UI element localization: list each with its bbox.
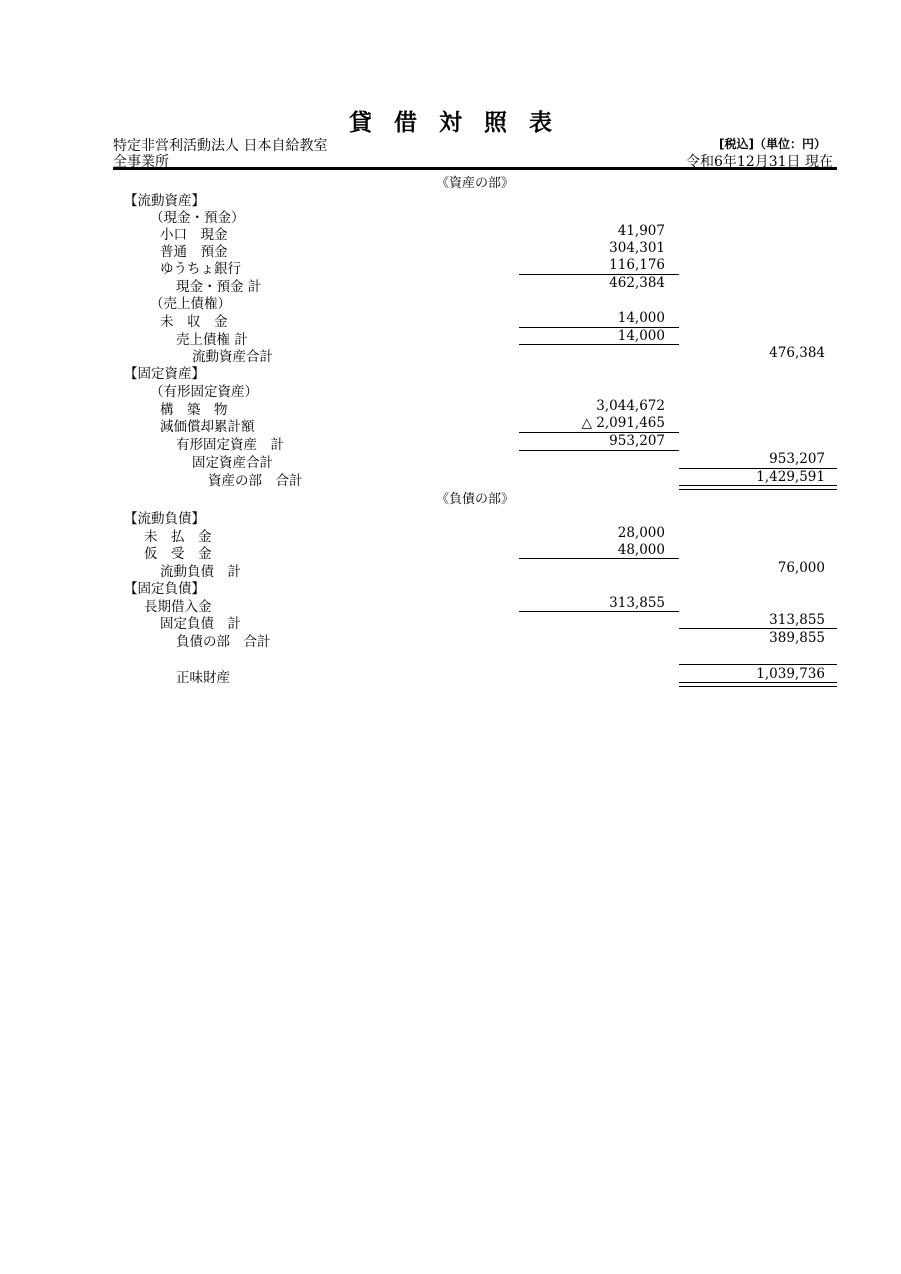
cash-total-value: 462,384 xyxy=(609,275,665,291)
net-assets-double-rule xyxy=(679,682,837,687)
accrued-label: 未 収 金 xyxy=(160,314,228,330)
cash-total-row xyxy=(0,275,901,295)
accrued-value: 14,000 xyxy=(617,310,665,326)
net-assets-row xyxy=(0,666,901,686)
tax-unit-note: [税込]（単位：円） xyxy=(719,137,826,151)
assets-total-row xyxy=(0,469,901,489)
receivables-heading-row xyxy=(0,292,901,312)
fixed-liabilities-heading-row xyxy=(0,577,901,597)
depreciation-row xyxy=(0,415,901,435)
current-assets-heading: 【流動資産】 xyxy=(124,193,205,209)
current-assets-heading-row xyxy=(0,189,901,209)
cash-total-label: 現金・預金 計 xyxy=(176,279,262,295)
fixed-assets-total-value: 953,207 xyxy=(769,451,825,467)
current-liabilities-total-label: 流動負債 計 xyxy=(160,564,241,580)
depreciation-label: 減価償却累計額 xyxy=(160,419,255,435)
scope-label: 全事業所 xyxy=(113,154,169,170)
tangible-heading: （有形固定資産） xyxy=(150,384,258,400)
liabilities-total-row xyxy=(0,630,901,650)
assets-total-label: 資産の部 合計 xyxy=(208,473,303,489)
receivables-total-label: 売上債権 計 xyxy=(176,332,248,348)
current-liabilities-rule xyxy=(519,558,679,559)
ordinary-deposit-value: 304,301 xyxy=(609,240,665,256)
fixed-liabilities-total-label: 固定負債 計 xyxy=(160,616,241,632)
current-assets-total-label: 流動資産合計 xyxy=(192,349,273,365)
ordinary-deposit-row xyxy=(0,240,901,260)
long-term-loan-label: 長期借入金 xyxy=(144,599,212,615)
assets-section-heading: 《資産の部》 xyxy=(435,176,514,191)
liabilities-section-heading: 《負債の部》 xyxy=(435,492,514,507)
petty-cash-row xyxy=(0,223,901,243)
fixed-liabilities-total-value: 313,855 xyxy=(769,612,825,628)
liabilities-total-label: 負債の部 合計 xyxy=(176,634,271,650)
long-term-loan-row xyxy=(0,595,901,615)
cash-heading: （現金・預金） xyxy=(150,210,245,226)
fixed-assets-heading: 【固定資産】 xyxy=(124,366,205,382)
structures-label: 構 築 物 xyxy=(160,402,228,418)
fixed-assets-total-row xyxy=(0,451,901,471)
as-of-date: 令和6年12月31日 現在 xyxy=(686,154,833,170)
receivables-total-value: 14,000 xyxy=(617,328,665,344)
cash-heading-row xyxy=(0,206,901,226)
current-liabilities-total-row xyxy=(0,560,901,580)
fixed-liabilities-total-row xyxy=(0,612,901,632)
fixed-liabilities-total-rule xyxy=(679,628,837,629)
page-title: 貸借対照表 xyxy=(349,110,574,136)
accounts-payable-row xyxy=(0,525,901,545)
net-assets-rule xyxy=(679,664,837,665)
current-assets-total-value: 476,384 xyxy=(769,345,825,361)
long-term-loan-value: 313,855 xyxy=(609,595,665,611)
yucho-label: ゆうちょ銀行 xyxy=(160,261,241,277)
tangible-total-label: 有形固定資産 計 xyxy=(176,437,284,453)
suspense-value: 48,000 xyxy=(617,542,665,558)
current-assets-total-row xyxy=(0,345,901,365)
tangible-heading-row xyxy=(0,380,901,400)
structures-row xyxy=(0,398,901,418)
assets-total-value: 1,429,591 xyxy=(756,469,825,485)
accounts-payable-label: 未 払 金 xyxy=(144,529,212,545)
petty-cash-label: 小口 現金 xyxy=(160,227,228,243)
current-liabilities-heading: 【流動負債】 xyxy=(124,511,205,527)
structures-value: 3,044,672 xyxy=(596,398,665,414)
tangible-total-row xyxy=(0,433,901,453)
yucho-row xyxy=(0,257,901,277)
fixed-assets-heading-row xyxy=(0,362,901,382)
depreciation-value: △ 2,091,465 xyxy=(581,415,665,431)
tangible-total-value: 953,207 xyxy=(609,433,665,449)
header-rule xyxy=(113,167,837,170)
net-assets-label: 正味財産 xyxy=(176,670,230,686)
accrued-row xyxy=(0,310,901,330)
petty-cash-value: 41,907 xyxy=(617,223,665,239)
accounts-payable-value: 28,000 xyxy=(617,525,665,541)
suspense-row xyxy=(0,542,901,562)
yucho-value: 116,176 xyxy=(609,257,665,273)
ordinary-deposit-label: 普通 預金 xyxy=(160,244,228,260)
receivables-total-row xyxy=(0,328,901,348)
suspense-label: 仮 受 金 xyxy=(144,546,212,562)
net-assets-value: 1,039,736 xyxy=(756,666,825,682)
current-liabilities-total-value: 76,000 xyxy=(777,560,825,576)
fixed-liabilities-heading: 【固定負債】 xyxy=(124,581,205,597)
current-liabilities-heading-row xyxy=(0,507,901,527)
liabilities-total-value: 389,855 xyxy=(769,630,825,646)
receivables-heading: （売上債権） xyxy=(150,296,231,312)
organization-name: 特定非営利活動法人 日本自給教室 xyxy=(113,138,328,154)
fixed-assets-total-label: 固定資産合計 xyxy=(192,455,273,471)
